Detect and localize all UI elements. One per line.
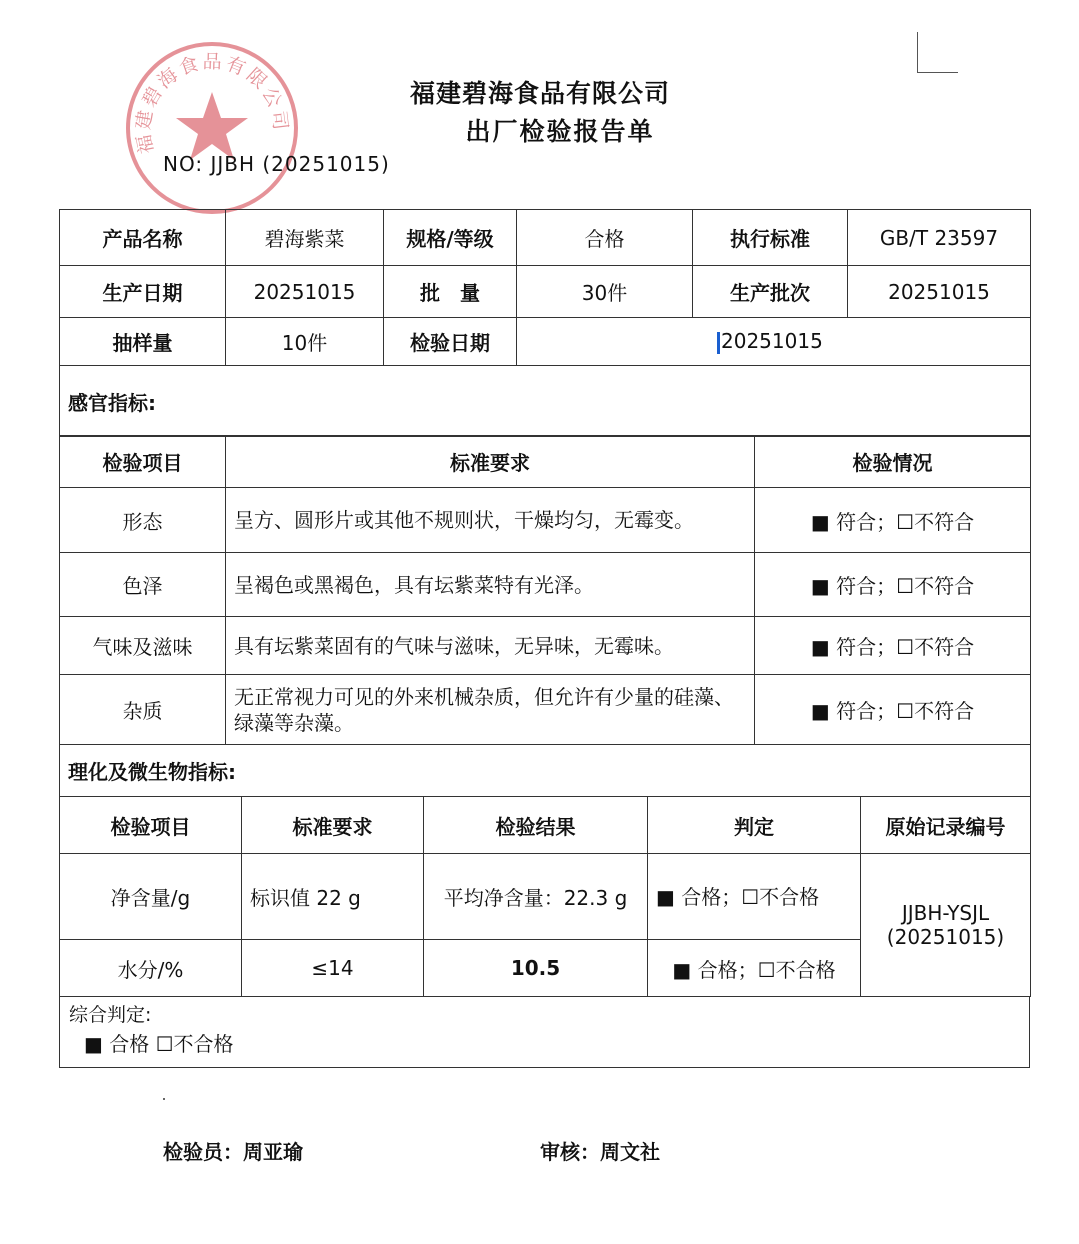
sensory-requirement: 呈褐色或黑褐色，具有坛紫菜特有光泽。 [226, 553, 755, 617]
sensory-section-title: 感官指标: [60, 366, 1031, 437]
value-batch-number: 20251015 [848, 266, 1031, 318]
original-record-number: JJBH-YSJL (20251015) [861, 854, 1031, 997]
value-spec: 合格 [517, 210, 693, 266]
product-info-table [59, 209, 1031, 437]
value-inspection-date: 20251015 [721, 329, 823, 354]
physchem-header-result: 检验结果 [424, 797, 648, 854]
table-row [60, 617, 1031, 675]
sensory-requirement: 无正常视力可见的外来机械杂质，但允许有少量的硅藻、绿藻等杂藻。 [226, 675, 755, 745]
label-batch-quantity: 批 量 [384, 266, 517, 318]
sensory-header-requirement: 标准要求 [226, 436, 755, 488]
sensory-result: ■ 符合；☐不符合 [755, 617, 1031, 675]
physchem-result: 平均净含量：22.3 g [424, 854, 648, 940]
document-number: NO: JJBH (20251015) [163, 152, 390, 176]
value-production-date: 20251015 [226, 266, 384, 318]
label-standard: 执行标准 [693, 210, 848, 266]
table-row [60, 675, 1031, 745]
value-standard: GB/T 23597 [848, 210, 1031, 266]
company-title: 福建碧海食品有限公司 [409, 79, 670, 108]
label-inspection-date: 检验日期 [384, 318, 517, 366]
sensory-result: ■ 符合；☐不符合 [755, 553, 1031, 617]
physchem-section-title: 理化及微生物指标: [60, 745, 1031, 797]
inspector-signature: 检验员：周亚瑜 [163, 1140, 303, 1164]
physchem-header-record-no: 原始记录编号 [861, 797, 1031, 854]
value-sample-size: 10件 [226, 318, 384, 366]
physchem-requirement: 标识值 22 g [242, 854, 424, 940]
table-row [60, 854, 1031, 940]
stray-mark [163, 1098, 165, 1100]
physchem-judgement: ■ 合格；☐不合格 [648, 854, 861, 940]
table-row [60, 553, 1031, 617]
sensory-item: 色泽 [60, 553, 226, 617]
overall-judgement-options: ■ 合格 ☐不合格 [84, 1032, 234, 1056]
overall-judgement-label: 综合判定: [69, 1004, 152, 1026]
overall-judgement-box [59, 996, 1030, 1068]
sensory-item: 杂质 [60, 675, 226, 745]
sensory-requirement: 具有坛紫菜固有的气味与滋味，无异味，无霉味。 [226, 617, 755, 675]
value-batch-quantity: 30件 [517, 266, 693, 318]
text-cursor [717, 332, 720, 354]
label-sample-size: 抽样量 [60, 318, 226, 366]
value-product-name: 碧海紫菜 [226, 210, 384, 266]
report-title: 出厂检验报告单 [465, 117, 655, 146]
sensory-header-item: 检验项目 [60, 436, 226, 488]
company-seal-stamp [124, 40, 300, 216]
svg-text:福建碧海食品有限公司: 福建碧海食品有限公司 [132, 50, 292, 156]
sensory-result: ■ 符合；☐不符合 [755, 488, 1031, 553]
label-product-name: 产品名称 [60, 210, 226, 266]
sensory-requirement: 呈方、圆形片或其他不规则状，干燥均匀，无霉变。 [226, 488, 755, 553]
physchem-judgement: ■ 合格；☐不合格 [648, 940, 861, 997]
physchem-header-item: 检验项目 [60, 797, 242, 854]
physchem-item: 水分/% [60, 940, 242, 997]
sensory-result: ■ 符合；☐不符合 [755, 675, 1031, 745]
reviewer-signature: 审核：周文社 [540, 1140, 660, 1164]
label-production-date: 生产日期 [60, 266, 226, 318]
physchem-header-judgement: 判定 [648, 797, 861, 854]
value-inspection-date-cell[interactable] [517, 318, 1031, 366]
sensory-item: 气味及滋味 [60, 617, 226, 675]
corner-crop-mark [917, 32, 958, 73]
physchem-header-requirement: 标准要求 [242, 797, 424, 854]
table-row [60, 488, 1031, 553]
physchem-result: 10.5 [424, 940, 648, 997]
sensory-table [59, 435, 1031, 797]
physchem-item: 净含量/g [60, 854, 242, 940]
physchem-requirement: ≤14 [242, 940, 424, 997]
label-spec: 规格/等级 [384, 210, 517, 266]
label-batch-number: 生产批次 [693, 266, 848, 318]
sensory-item: 形态 [60, 488, 226, 553]
sensory-header-result: 检验情况 [755, 436, 1031, 488]
physchem-table [59, 796, 1031, 997]
